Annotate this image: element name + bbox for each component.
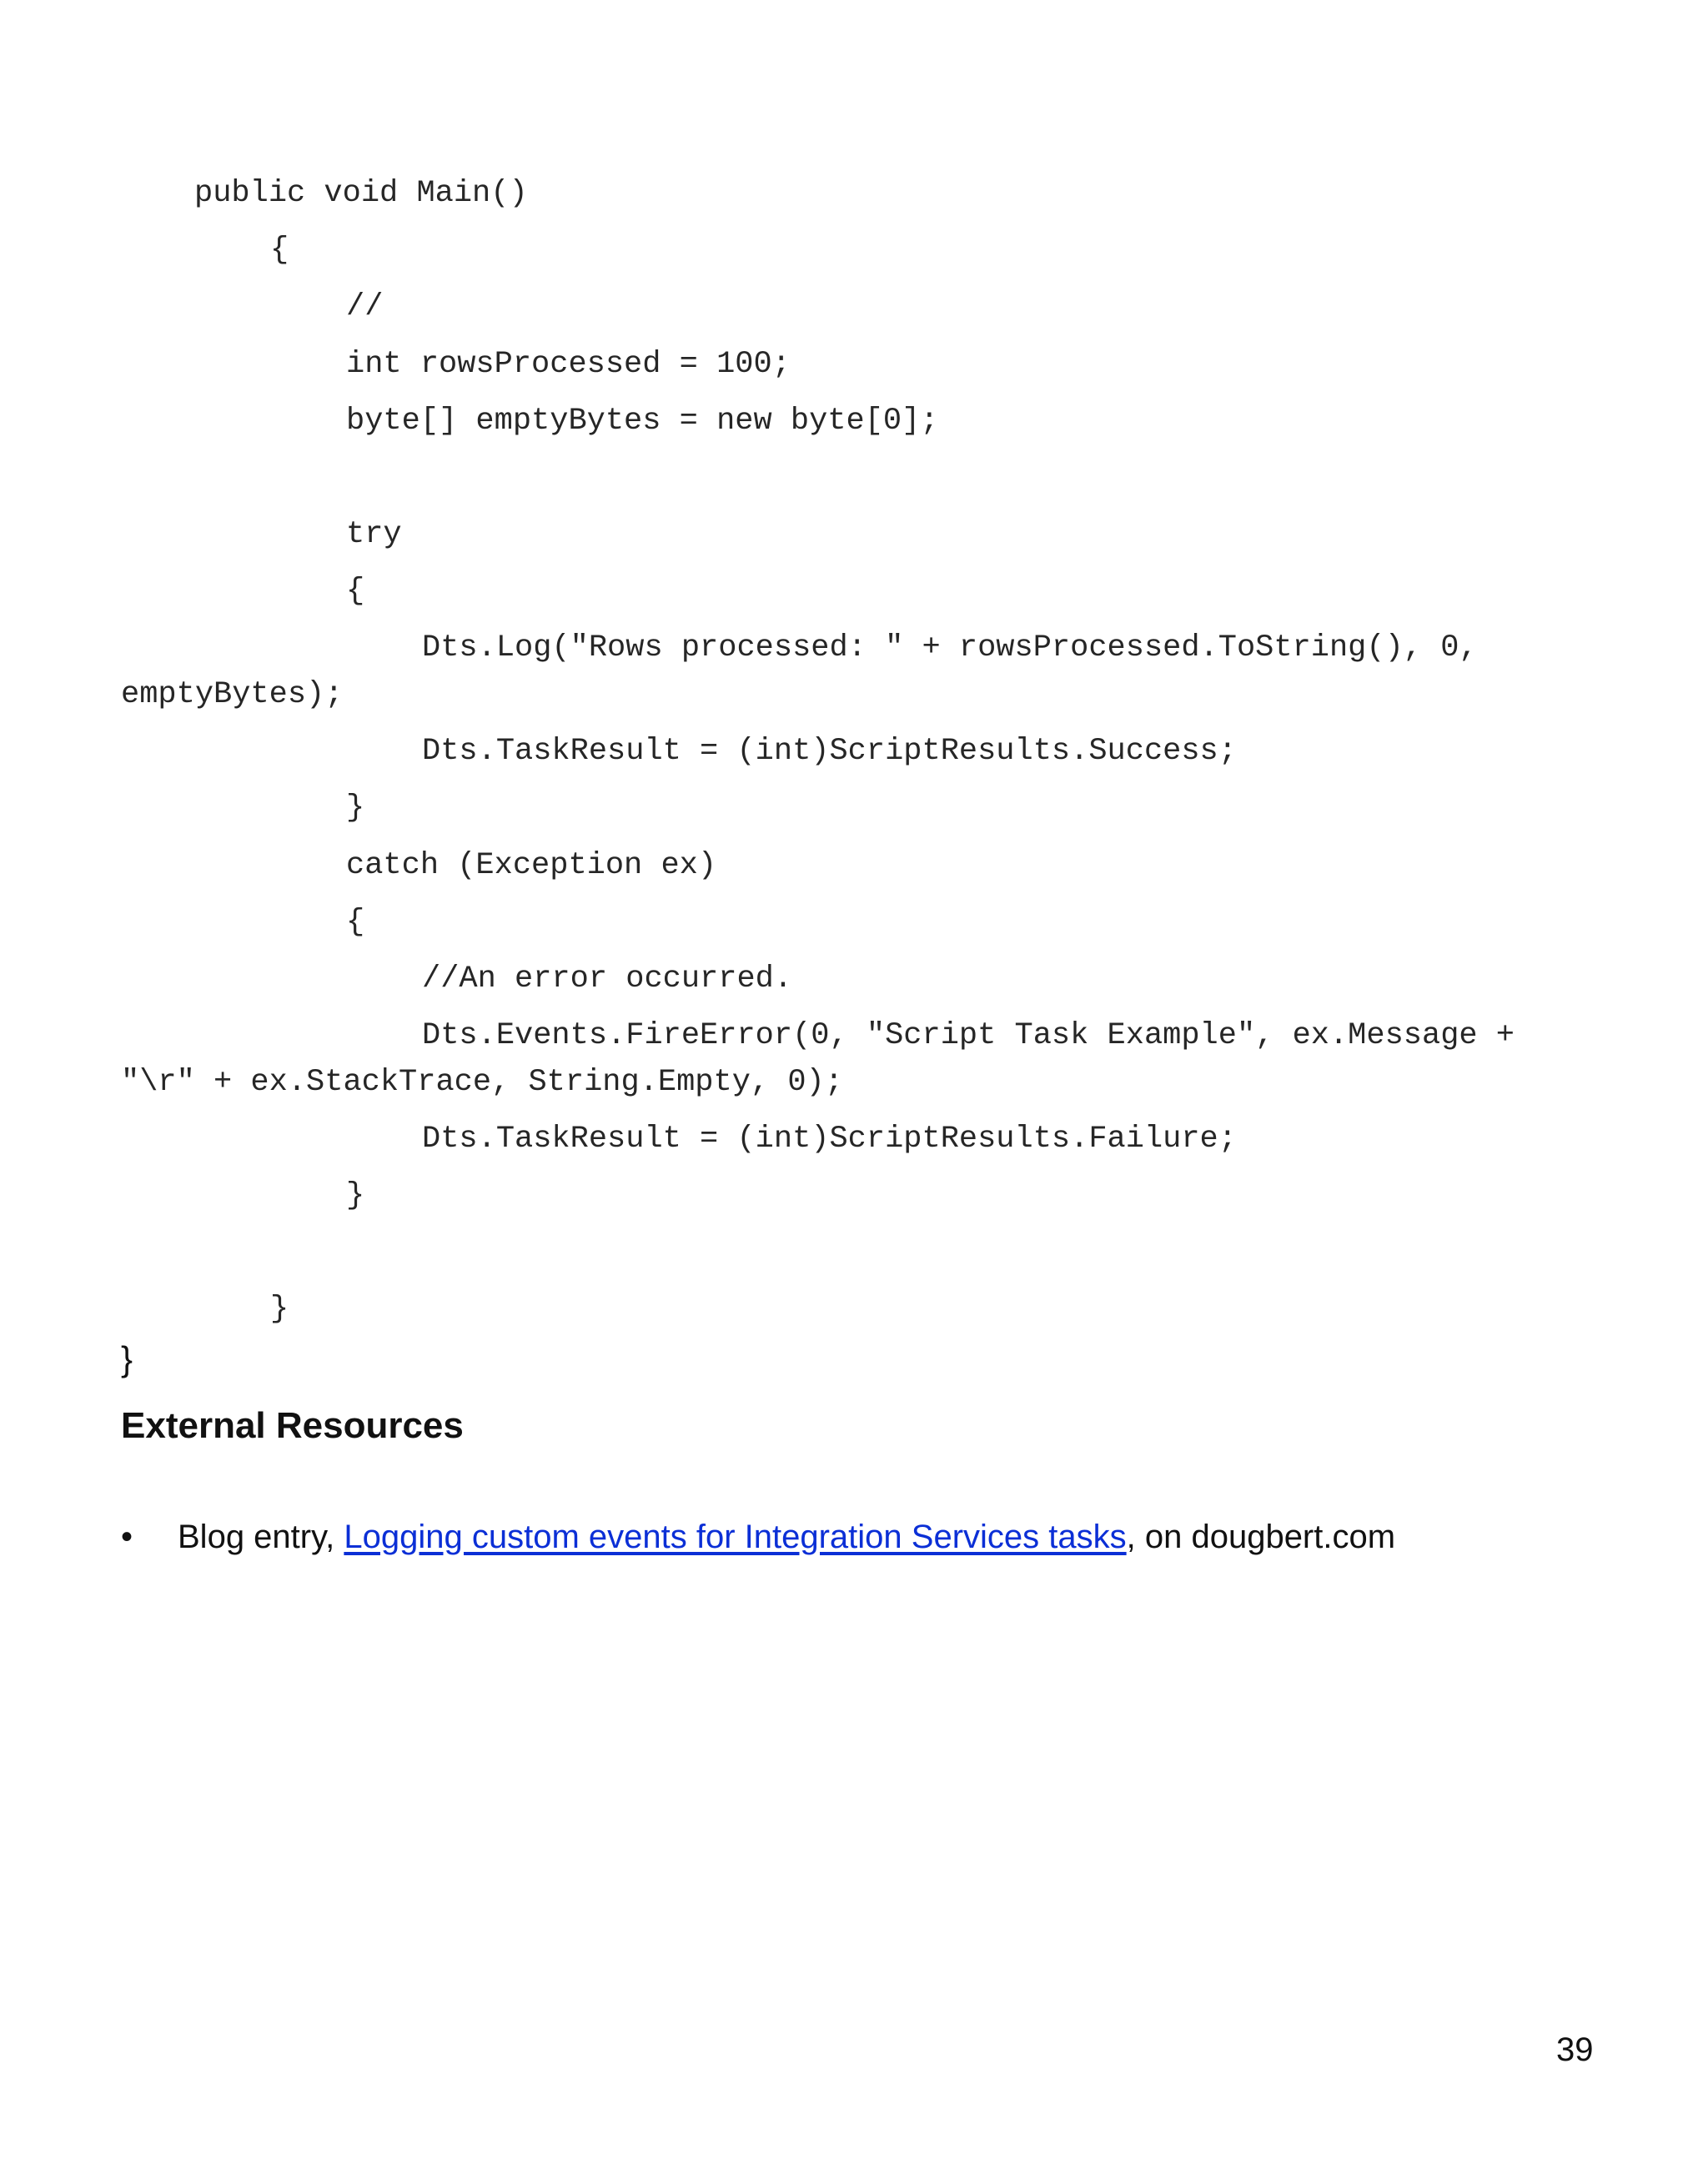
item-suffix: , on dougbert.com (1126, 1519, 1396, 1555)
code-line: //An error occurred. (422, 961, 793, 997)
item-prefix: Blog entry, (178, 1519, 344, 1555)
code-line: Dts.TaskResult = (int)ScriptResults.Success; (422, 734, 1237, 769)
resource-list (121, 1514, 1395, 1560)
page-number: 39 (1556, 2031, 1594, 2068)
code-line: Dts.TaskResult = (int)ScriptResults.Failure; (422, 1122, 1237, 1157)
code-line: } (346, 1178, 365, 1213)
section-heading: External Resources (121, 1405, 464, 1446)
code-line: { (346, 574, 365, 609)
code-line: "\r" + ex.StackTrace, String.Empty, 0); (121, 1065, 843, 1100)
code-line: } (346, 791, 365, 826)
code-line: try (346, 517, 402, 552)
code-line: catch (Exception ex) (346, 848, 717, 883)
code-line: Dts.Log("Rows processed: " + rowsProcessed.ToString(), 0, (422, 630, 1478, 665)
code-line: { (346, 905, 365, 940)
list-item (121, 1514, 1395, 1560)
code-line: public void Main() (194, 176, 528, 211)
bullet-icon: • (121, 1519, 133, 1555)
code-line: byte[] emptyBytes = new byte[0]; (346, 404, 939, 439)
code-line: } (270, 1292, 289, 1327)
code-line: { (270, 233, 289, 268)
code-line: emptyBytes); (121, 677, 344, 712)
code-line: Dts.Events.FireError(0, "Script Task Example", ex.Message + (422, 1018, 1515, 1053)
closing-brace: } (121, 1339, 133, 1378)
resource-link[interactable]: Logging custom events for Integration Services tasks (344, 1519, 1127, 1555)
code-line: int rowsProcessed = 100; (346, 347, 791, 382)
code-line: // (346, 289, 384, 324)
